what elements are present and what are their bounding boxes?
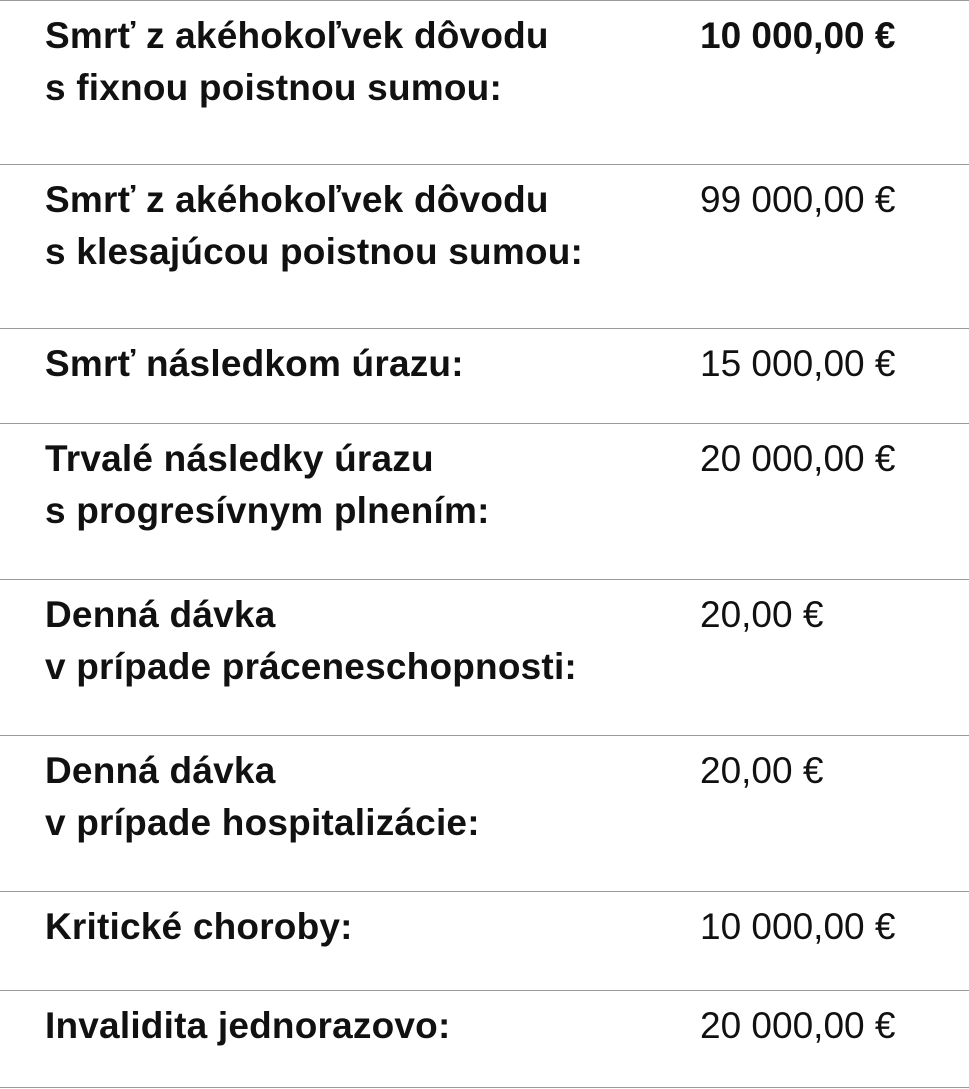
row-label-line1: Denná dávka (45, 750, 276, 791)
row-label (45, 901, 655, 953)
row-label (45, 1000, 655, 1052)
row-label-line1: Smrť z akéhokoľvek dôvodu (45, 15, 549, 56)
row-value: 20 000,00 € (700, 1005, 896, 1046)
row-label (45, 10, 655, 114)
row-value: 20,00 € (700, 750, 824, 791)
row-label (45, 433, 655, 537)
row-value: 10 000,00 € (700, 906, 896, 947)
row-label-line1: Trvalé následky úrazu (45, 438, 434, 479)
row-value: 99 000,00 € (700, 179, 896, 220)
table-row (0, 164, 969, 328)
row-label-line1: Invalidita jednorazovo: (45, 1005, 451, 1046)
row-divider (0, 1087, 969, 1088)
row-label-line2: v prípade hospitalizácie: (45, 802, 480, 843)
table-row (0, 891, 969, 990)
row-label (45, 174, 655, 278)
table-row (0, 0, 969, 164)
row-label-line2: v prípade práceneschopnosti: (45, 646, 577, 687)
row-label-line2: s progresívnym plnením: (45, 490, 490, 531)
row-label-line1: Kritické choroby: (45, 906, 353, 947)
row-label-line2: s klesajúcou poistnou sumou: (45, 231, 584, 272)
row-value: 20 000,00 € (700, 438, 896, 479)
table-row (0, 990, 969, 1087)
row-label-line1: Denná dávka (45, 594, 276, 635)
table-row (0, 423, 969, 579)
row-label-line2: s fixnou poistnou sumou: (45, 67, 502, 108)
row-label-line1: Smrť z akéhokoľvek dôvodu (45, 179, 549, 220)
row-label (45, 589, 655, 693)
row-label (45, 745, 655, 849)
table-row (0, 328, 969, 423)
row-value: 10 000,00 € (700, 15, 896, 56)
row-value: 15 000,00 € (700, 343, 896, 384)
row-label (45, 338, 655, 390)
row-label-line1: Smrť následkom úrazu: (45, 343, 464, 384)
table-row (0, 579, 969, 735)
table-row (0, 735, 969, 891)
row-value: 20,00 € (700, 594, 824, 635)
